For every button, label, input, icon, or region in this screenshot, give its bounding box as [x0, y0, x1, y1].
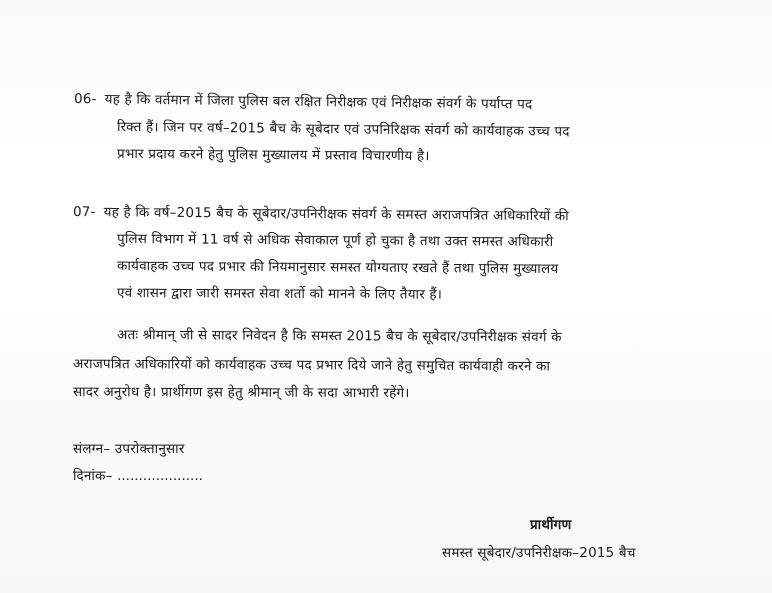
enclosure-line: संलग्न– उपरोक्तानुसार	[73, 441, 185, 457]
request-line-1: अतः श्रीमान् जी से सादर निवेदन है कि समस्त 2015 बैच के सूबेदार/उपनिरीक्षक संवर्ग के	[116, 327, 562, 346]
point-07-line-3: कार्यवाहक उच्च पद प्रभार की नियमानुसार समस्त योग्यताए रखते हैं तथा पुलिस मुख्यालय	[116, 258, 559, 278]
point-06-text-1: यह है कि वर्तमान में जिला पुलिस बल रक्षित निरीक्षक एवं निरीक्षक संवर्ग के पर्याप्त पद	[104, 91, 533, 113]
date-blank: ....................	[117, 468, 203, 484]
signature-subtitle: समस्त सूबेदार/उपनिरीक्षक–2015 बैच	[442, 545, 636, 561]
signature-title: प्रार्थीगण	[530, 517, 572, 533]
point-07-line-1	[73, 203, 569, 225]
point-06-line-1	[74, 90, 533, 114]
date-label: दिनांक–	[73, 468, 113, 484]
point-07-number: 07-	[72, 204, 96, 221]
point-07-line-4: एवं शासन द्वारा जारी समस्त सेवा शर्तो को मानने के लिए तैयार हैं।	[116, 285, 443, 303]
point-06-line-2: रिक्त हैं। जिन पर वर्ष–2015 बैच के सूबेदार एवं उपनिरिक्षक संवर्ग को कार्यवाहक उच्च पद	[116, 119, 570, 140]
date-line	[73, 467, 203, 485]
point-06-line-3: प्रभार प्रदाय करने हेतु पुलिस मुख्यालय में प्रस्ताव विचारणीय है।	[116, 146, 430, 165]
point-06-number: 06-	[73, 91, 97, 108]
request-line-2: अराजपत्रित अधिकारियों को कार्यवाहक उच्च पद प्रभार दिये जाने हेतु समुचित कार्यवाही करने का	[72, 356, 551, 375]
point-07-line-2: पुलिस विभाग में 11 वर्ष से अधिक सेवाकाल पूर्ण हो चुका है तथा उक्त समस्त अधिकारी	[116, 231, 554, 251]
request-line-3: सादर अनुरोध है। प्रार्थीगण इस हेतु श्रीमान् जी के सदा आभारी रहेंगे।	[72, 384, 410, 402]
point-07-text-1: यह है कि वर्ष–2015 बैच के सूबेदार/उपनिरीक्षक संवर्ग के समस्त अराजपत्रित अधिकारियों की	[103, 204, 569, 225]
